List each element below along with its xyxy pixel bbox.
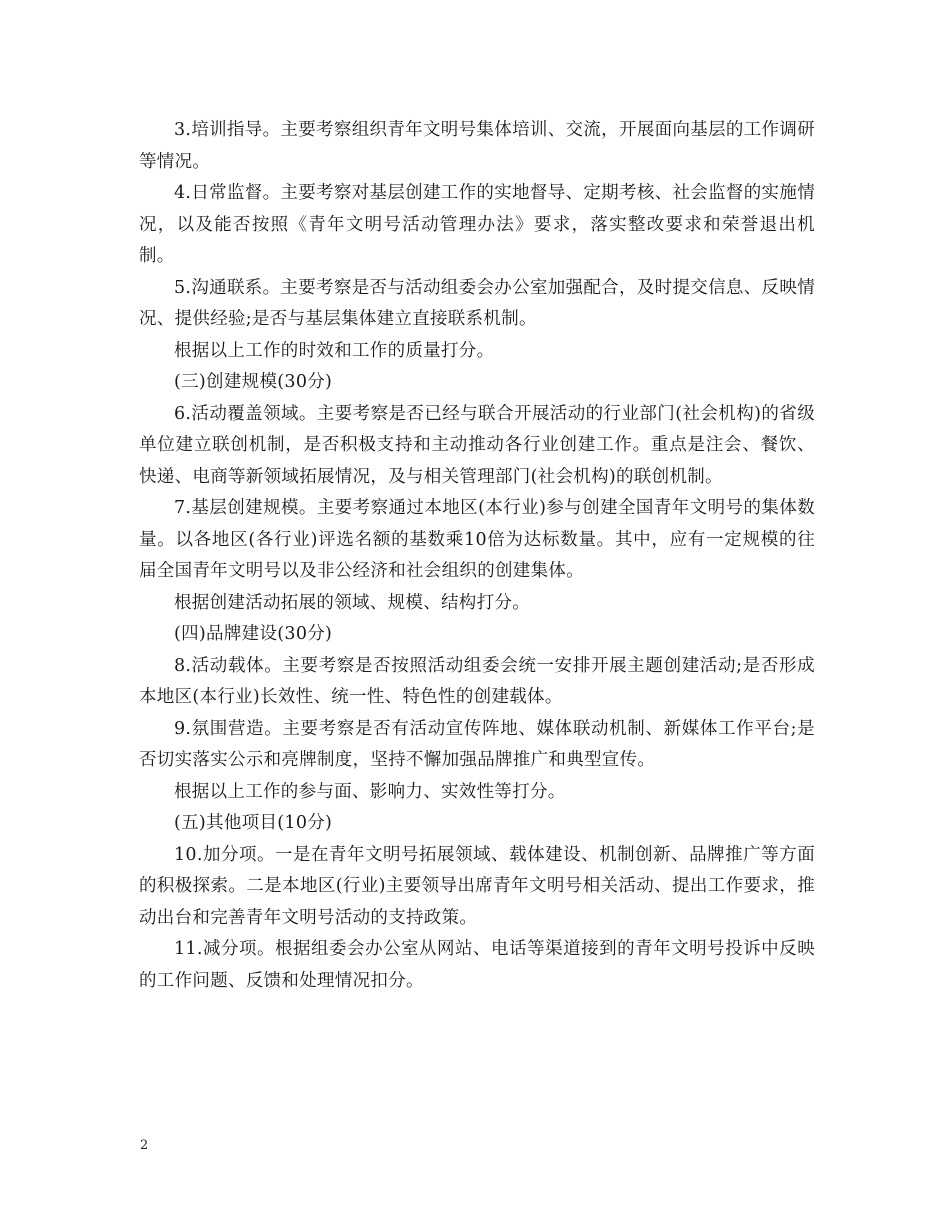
paragraph-coverage-fields: 6.活动覆盖领域。主要考察是否已经与联合开展活动的行业部门(社会机构)的省级单位建立联创机制，是否积极支持和主动推动各行业创建工作。重点是注会、餐饮、快递、电商等新领域拓展情况，及与相关管理部门(社会机构)的联创机制。 — [139, 403, 815, 487]
paragraph-atmosphere: 9.氛围营造。主要考察是否有活动宣传阵地、媒体联动机制、新媒体工作平台;是否切实落实公示和亮牌制度，坚持不懈加强品牌推广和典型宣传。 — [139, 718, 815, 770]
paragraph-grassroots-scale: 7.基层创建规模。主要考察通过本地区(本行业)参与创建全国青年文明号的集体数量。以各地区(各行业)评选名额的基数乘10倍为达标数量。其中，应有一定规模的往届全国青年文明号以及非公经济和社会组织的创建集体。 — [139, 498, 815, 581]
paragraph-training-guidance: 3.培训指导。主要考察组织青年文明号集体培训、交流，开展面向基层的工作调研等情况。 — [139, 120, 815, 172]
paragraph-activity-carrier: 8.活动载体。主要考察是否按照活动组委会统一安排开展主题创建活动;是否形成本地区(本行业)长效性、统一性、特色性的创建载体。 — [139, 655, 815, 707]
section-heading-scale: (三)创建规模(30分) — [174, 372, 333, 392]
paragraph-deduction-items: 11.减分项。根据组委会办公室从网站、电话等渠道接到的青年文明号投诉中反映的工作问题、反馈和处理情况扣分。 — [139, 939, 815, 991]
paragraph-bonus-items: 10.加分项。一是在青年文明号拓展领域、载体建设、机制创新、品牌推广等方面的积极探索。二是本地区(行业)主要领导出席青年文明号相关活动、提出工作要求，推动出台和完善青年文明号活动的支持政策。 — [139, 844, 815, 928]
paragraph-daily-supervision: 4.日常监督。主要考察对基层创建工作的实地督导、定期考核、社会监督的实施情况，以及能否按照《青年文明号活动管理办法》要求，落实整改要求和荣誉退出机制。 — [139, 183, 815, 266]
paragraph-scoring-note-1: 根据以上工作的时效和工作的质量打分。 — [174, 340, 495, 361]
paragraph-scoring-note-3: 根据以上工作的参与面、影响力、实效性等打分。 — [174, 781, 566, 802]
document-body — [139, 115, 815, 997]
paragraph-scoring-note-2: 根据创建活动拓展的领域、规模、结构打分。 — [174, 592, 530, 613]
section-heading-other: (五)其他项目(10分) — [174, 813, 333, 833]
section-heading-brand: (四)品牌建设(30分) — [174, 624, 333, 644]
paragraph-communication: 5.沟通联系。主要考察是否与活动组委会办公室加强配合，及时提交信息、反映情况、提供经验;是否与基层集体建立直接联系机制。 — [139, 277, 815, 329]
page-number: 2 — [140, 1138, 149, 1153]
